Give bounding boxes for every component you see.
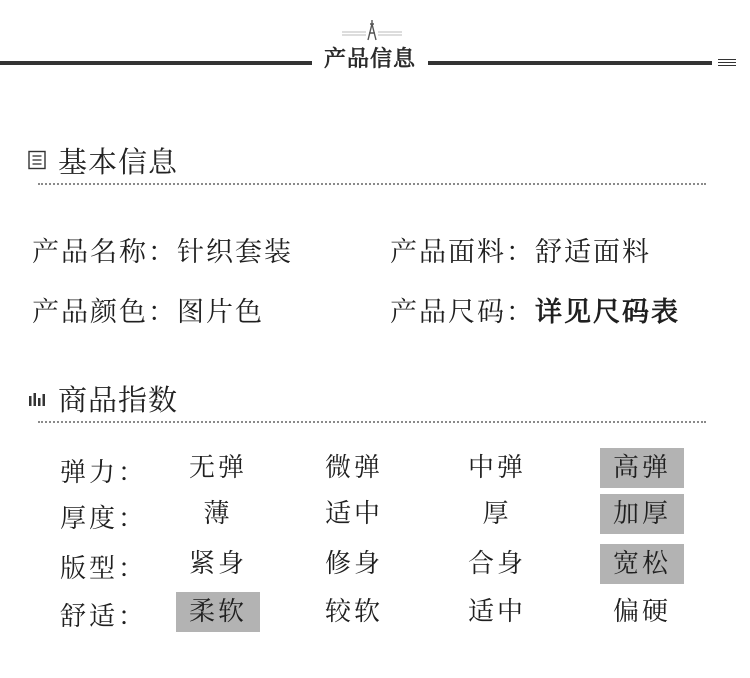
bar-chart-icon <box>26 387 48 409</box>
header-line-left <box>0 61 312 65</box>
product-fabric-row <box>390 230 651 269</box>
product-color-label: 产品颜色： <box>32 297 177 328</box>
index-option-selected: 加厚 <box>600 494 684 534</box>
product-name-row <box>32 230 293 269</box>
product-index-title: 商品指数 <box>58 382 179 417</box>
index-option: 微弹 <box>324 453 383 483</box>
product-color-value: 图片色 <box>177 297 264 328</box>
section-header <box>0 0 750 90</box>
product-fabric-value: 舒适面料 <box>535 237 651 268</box>
product-size-value: 详见尺码表 <box>535 297 680 328</box>
header-line-right <box>428 61 712 65</box>
index-option-selected: 柔软 <box>176 592 260 632</box>
tower-icon <box>342 18 402 42</box>
product-size-row <box>390 290 680 329</box>
divider <box>38 183 706 185</box>
index-option-selected: 宽松 <box>600 544 684 584</box>
header-line-end <box>718 59 736 67</box>
index-option: 适中 <box>467 597 526 627</box>
index-option: 偏硬 <box>612 597 671 627</box>
product-fabric-label: 产品面料： <box>390 237 535 268</box>
index-row-label: 厚度： <box>60 504 148 534</box>
index-row-label: 版型： <box>60 554 148 584</box>
document-icon <box>26 149 48 171</box>
basic-info-heading <box>26 142 178 178</box>
index-option: 薄 <box>203 499 233 529</box>
product-name-value: 针织套装 <box>177 237 293 268</box>
page-title: 产品信息 <box>323 47 416 72</box>
index-option: 较软 <box>324 597 383 627</box>
basic-info-title: 基本信息 <box>58 144 179 179</box>
index-option: 无弹 <box>188 453 247 483</box>
index-row-label: 弹力： <box>60 458 148 488</box>
index-option: 紧身 <box>188 549 247 579</box>
index-option-selected: 高弹 <box>600 448 684 488</box>
product-name-label: 产品名称： <box>32 237 177 268</box>
index-option: 合身 <box>467 549 526 579</box>
product-size-label: 产品尺码： <box>390 297 535 328</box>
product-color-row <box>32 290 264 329</box>
index-option: 修身 <box>324 549 383 579</box>
index-option: 中弹 <box>467 453 526 483</box>
product-index-heading <box>26 380 178 416</box>
index-row-label: 舒适： <box>60 602 148 632</box>
index-option: 厚 <box>482 499 512 529</box>
divider <box>38 421 706 423</box>
index-option: 适中 <box>324 499 383 529</box>
